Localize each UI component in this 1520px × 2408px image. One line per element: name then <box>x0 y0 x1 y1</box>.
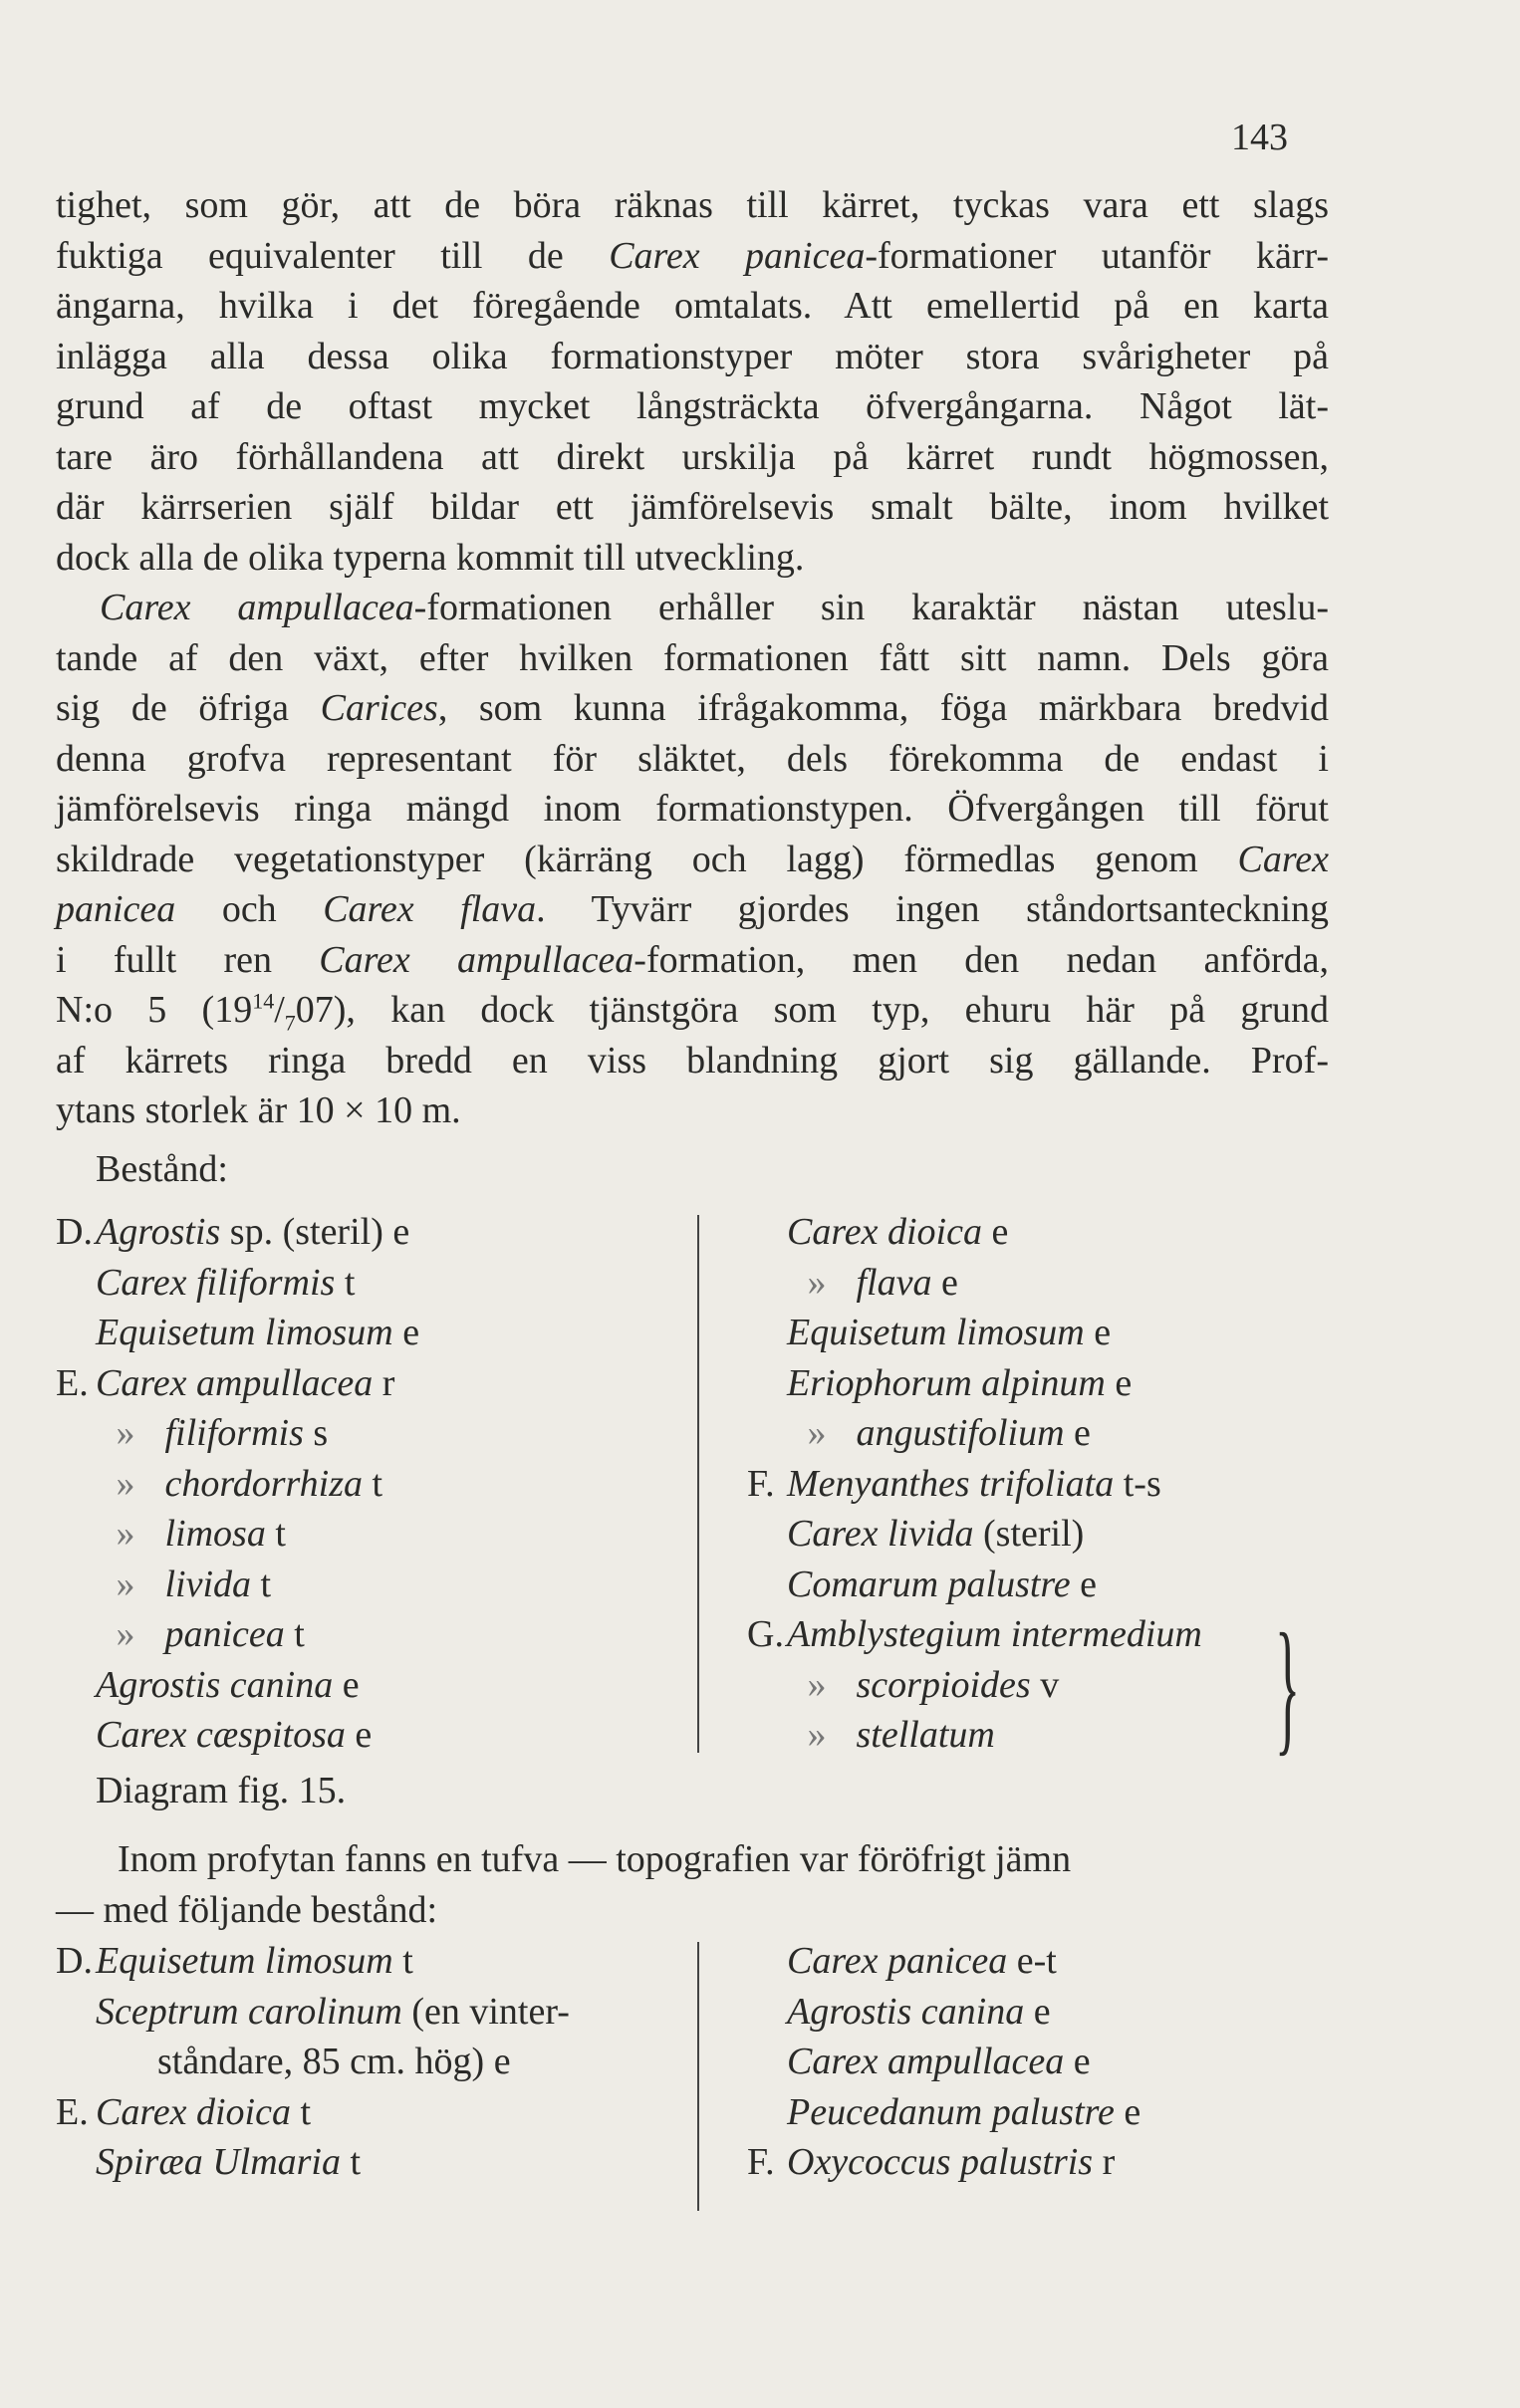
species-row <box>787 2087 1325 2138</box>
species-name: Carex cæspitosa <box>96 1714 346 1756</box>
text-line: af kärrets ringa bredd en viss blandning gjort sig gällande. Prof- <box>56 1039 1329 1082</box>
species-name: Agrostis canina <box>787 1990 1025 2033</box>
abundance: t <box>392 1940 413 1982</box>
species-name: panicea <box>164 1613 285 1655</box>
abundance: e <box>392 1312 420 1353</box>
abundance: v <box>1030 1663 1060 1706</box>
species-row <box>56 1936 693 1987</box>
abundance: e <box>981 1211 1009 1253</box>
abundance: e <box>333 1663 360 1706</box>
text-line: ängarna, hvilka i det föregående omtalats. Att emellertid på en karta <box>56 285 1329 327</box>
text-line: fuktiga equivalenter till de Carex panicea-formationer utanför kärr- <box>56 234 1330 277</box>
species-name: Equisetum limosum <box>787 1312 1085 1353</box>
species-name: angustifolium <box>856 1412 1065 1454</box>
abundance: e <box>931 1261 958 1304</box>
species-name: Carex livida <box>787 1513 974 1555</box>
ditto-mark: » <box>116 1563 135 1605</box>
italic-species: Carex <box>1237 838 1329 880</box>
species-row <box>96 2037 693 2087</box>
ditto-mark: » <box>116 1412 135 1454</box>
species-name: Sceptrum carolinum <box>96 1990 402 2033</box>
abundance: t <box>340 2141 362 2183</box>
species-name: Carex panicea <box>787 1940 1008 1982</box>
species-name: Equisetum limosum <box>96 1312 393 1353</box>
abundance: t <box>362 1462 383 1505</box>
italic-species: Carex ampullacea <box>319 938 634 981</box>
abundance: e <box>1084 1312 1112 1353</box>
text-line: dock alla de olika typerna kommit till utveckling. <box>56 536 805 579</box>
text-line: jämförelsevis ringa mängd inom formationstypen. Öfvergången till förut <box>56 788 1329 830</box>
text-line: där kärrserien själf bildar ett jämförelsevis smalt bälte, inom hvilket <box>56 486 1329 528</box>
species-name: Amblystegium intermedium <box>787 1613 1202 1655</box>
species-name: scorpioides <box>856 1663 1031 1706</box>
species-table-2-right <box>747 1936 1325 2188</box>
species-row <box>96 1258 693 1309</box>
layer-label: G. <box>747 1613 784 1655</box>
abundance: t <box>265 1513 286 1555</box>
text-line: Inom profytan fanns en tufva — topografien var föröfrigt jämn <box>118 1838 1072 1880</box>
species-name: Comarum palustre <box>787 1563 1071 1605</box>
italic-species: Carices <box>320 687 438 729</box>
species-row <box>747 2137 1325 2188</box>
species-name: Carex ampullacea <box>787 2041 1065 2082</box>
species-row <box>96 1459 693 1510</box>
species-row <box>96 1710 693 1761</box>
species-row <box>96 1660 693 1711</box>
species-name: Carex dioica <box>96 2090 291 2133</box>
text-line: tighet, som gör, att de böra räknas till kärret, tyckas vara ett slags <box>56 184 1329 226</box>
bestand-heading: Bestånd: <box>96 1148 228 1190</box>
superscript: 14 <box>252 988 275 1014</box>
species-row <box>56 1207 693 1258</box>
layer-label: E. <box>56 2090 89 2133</box>
species-table-1-right <box>747 1207 1325 1769</box>
text-line: N:o 5 $(19^{14}/_707)$, kan dock tjänstgöra som typ, ehuru här på grund <box>56 988 1329 1036</box>
species-row <box>56 1358 693 1409</box>
ditto-mark: » <box>116 1513 135 1555</box>
species-row <box>787 1710 1325 1761</box>
diagram-reference: Diagram fig. 15. <box>96 1770 347 1811</box>
species-table-1-left <box>56 1207 693 1761</box>
abundance: t <box>335 1261 356 1304</box>
paragraph-1 <box>56 180 1329 583</box>
paragraph-2 <box>56 583 1329 1136</box>
species-row <box>56 2087 693 2138</box>
species-row <box>96 2137 693 2188</box>
text-line: i fullt ren Carex ampullacea-formation, men den nedan anförda, <box>56 938 1329 981</box>
abundance: e <box>484 2041 511 2082</box>
abundance: e <box>1105 1361 1133 1404</box>
species-row <box>96 1308 693 1358</box>
species-row <box>787 1936 1325 1987</box>
species-row <box>787 1358 1325 1409</box>
abundance: e <box>1064 1412 1091 1454</box>
tufva-paragraph <box>56 1834 1329 1935</box>
species-row <box>787 1408 1325 1459</box>
species-row <box>787 2037 1325 2087</box>
species-note: (en vinter- <box>401 1990 570 2033</box>
species-name: Menyanthes trifoliata <box>787 1462 1115 1505</box>
species-row <box>787 1660 1325 1711</box>
species-name: Carex ampullacea <box>96 1361 374 1404</box>
text-line: inlägga alla dessa olika formationstyper möter stora svårigheter på <box>56 335 1329 377</box>
species-name: Peucedanum palustre <box>787 2090 1115 2133</box>
ditto-mark: » <box>116 1462 135 1505</box>
species-row <box>787 1987 1325 2038</box>
text-line: Carex ampullacea-formationen erhåller sin karaktär nästan uteslu- <box>100 587 1329 628</box>
species-row <box>96 1560 693 1610</box>
text-line: tande af den växt, efter hvilken formationen fått sitt namn. Dels göra <box>56 636 1329 679</box>
ditto-mark: » <box>807 1261 827 1304</box>
abundance: t <box>290 2090 311 2133</box>
italic-species: panicea <box>56 888 176 930</box>
species-name: Carex filiformis <box>96 1261 336 1304</box>
species-row <box>96 1408 693 1459</box>
layer-label: F. <box>747 2141 775 2183</box>
abundance: e <box>1024 1990 1051 2033</box>
species-row <box>787 1207 1325 1258</box>
species-name: stellatum <box>856 1714 995 1756</box>
species-name: Equisetum limosum <box>96 1940 393 1982</box>
abundance: r <box>1093 2141 1116 2183</box>
species-table-2-left <box>56 1936 693 2188</box>
text-line: — med följande bestånd: <box>56 1888 438 1931</box>
species-row <box>747 1609 1325 1660</box>
species-name: livida <box>164 1563 252 1605</box>
italic-species: Carex ampullacea <box>100 587 414 628</box>
italic-species: Carex flava <box>323 888 537 930</box>
ditto-mark: » <box>807 1663 827 1706</box>
text-line: tare äro förhållandena att direkt urskilja på kärret rundt högmossen, <box>56 435 1329 478</box>
species-row <box>787 1560 1325 1610</box>
abundance: t <box>251 1563 272 1605</box>
abundance: e <box>345 1714 373 1756</box>
abundance: e-t <box>1007 1940 1057 1982</box>
page-number: 143 <box>1231 117 1288 158</box>
species-row <box>787 1258 1325 1309</box>
italic-species: Carex panicea <box>609 234 866 277</box>
species-name: Carex dioica <box>787 1211 982 1253</box>
moss-bracket: } <box>1275 1603 1301 1769</box>
species-name: Agrostis canina <box>96 1663 334 1706</box>
species-name: chordorrhiza <box>164 1462 363 1505</box>
species-row <box>787 1308 1325 1358</box>
layer-label: D. <box>56 1940 93 1982</box>
species-name: filiformis <box>164 1412 304 1454</box>
ditto-mark: » <box>807 1714 827 1756</box>
abundance: e <box>382 1211 410 1253</box>
species-name: Spiræa Ulmaria <box>96 2141 341 2183</box>
layer-label: E. <box>56 1361 89 1404</box>
text-line: panicea och Carex flava. Tyvärr gjordes ingen ståndortsanteckning <box>56 888 1330 930</box>
text-line: grund af de oftast mycket långsträckta öfvergångarna. Något lät- <box>56 385 1329 427</box>
text-line: denna grofva representant för släktet, dels förekomma de endast i <box>56 737 1329 780</box>
abundance: r <box>373 1361 395 1404</box>
text-line: sig de öfriga Carices, som kunna ifrågakomma, föga märkbara bredvid <box>56 687 1329 729</box>
species-name: Agrostis <box>96 1211 221 1253</box>
species-row <box>787 1509 1325 1560</box>
abundance: s <box>303 1412 329 1454</box>
ditto-mark: » <box>807 1412 827 1454</box>
species-row <box>96 1987 693 2038</box>
text-line: ytans storlek är 10 × 10 m. <box>56 1089 461 1131</box>
species-row <box>96 1609 693 1660</box>
species-row <box>96 1509 693 1560</box>
abundance: e <box>1064 2041 1091 2082</box>
abundance: t-s <box>1114 1462 1161 1505</box>
subscript: 7 <box>284 1010 296 1036</box>
ditto-mark: » <box>116 1613 135 1655</box>
text-line: skildrade vegetationstyper (kärräng och lagg) förmedlas genom Carex <box>56 838 1329 880</box>
abundance: t <box>284 1613 305 1655</box>
species-note: ståndare, 85 cm. hög) <box>157 2041 485 2082</box>
species-name: limosa <box>164 1513 266 1555</box>
abundance: e <box>1114 2090 1141 2133</box>
species-note: (steril) <box>973 1513 1085 1555</box>
layer-label: F. <box>747 1462 775 1505</box>
species-name: Eriophorum alpinum <box>787 1361 1106 1404</box>
species-name: flava <box>856 1261 932 1304</box>
abundance: e <box>1070 1563 1098 1605</box>
layer-label: D. <box>56 1211 93 1253</box>
species-row <box>747 1459 1325 1510</box>
column-divider-1 <box>697 1215 699 1753</box>
species-name: Oxycoccus palustris <box>787 2141 1094 2183</box>
column-divider-2 <box>697 1942 699 2211</box>
species-note: sp. (steril) <box>220 1211 383 1253</box>
